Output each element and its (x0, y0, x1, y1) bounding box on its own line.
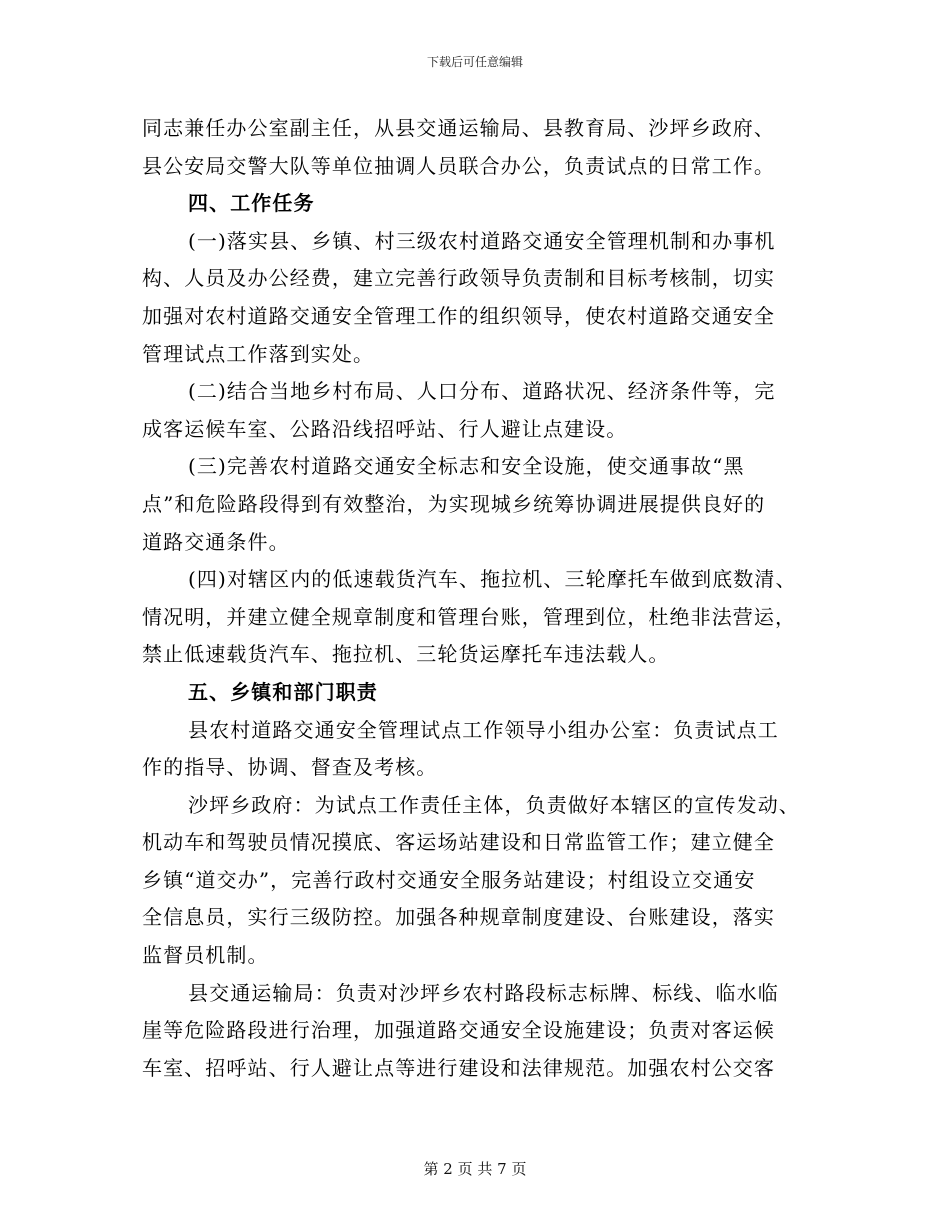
text-line: 禁止低速载货汽车、拖拉机、三轮货运摩托车违法载人。 (142, 642, 670, 667)
text-line: (一)落实县、乡镇、村三级农村道路交通安全管理机制和办事机 (188, 228, 776, 253)
text-line: 车室、招呼站、行人避让点等进行建设和法律规范。加强农村公交客 (142, 1055, 775, 1080)
text-line: (三)完善农村道路交通安全标志和安全设施，使交通事故“黑 (188, 454, 745, 479)
text-line: 管理试点工作落到实处。 (142, 341, 375, 366)
text-line: 作的指导、协调、督查及考核。 (142, 755, 438, 780)
text-line: 道路交通条件。 (142, 529, 290, 554)
text-line: 点”和危险路段得到有效整治，为实现城乡统筹协调进展提供良好的 (142, 491, 766, 516)
text-line: 乡镇“道交办”，完善行政村交通安全服务站建设；村组设立交通安 (142, 867, 756, 892)
text-line: (四)对辖区内的低速载货汽车、拖拉机、三轮摩托车做到底数清、 (188, 567, 797, 592)
text-line: 情况明，并建立健全规章制度和管理台账，管理到位，杜绝非法营运， (142, 604, 797, 629)
section-heading: 四、工作任务 (188, 191, 315, 216)
text-line: 县交通运输局：负责对沙坪乡农村路段标志标牌、标线、临水临 (188, 980, 779, 1005)
text-line: 沙坪乡政府：为试点工作责任主体，负责做好本辖区的宣传发动、 (188, 792, 800, 817)
text-line: 县公安局交警大队等单位抽调人员联合办公，负责试点的日常工作。 (142, 153, 775, 178)
text-line: 加强对农村道路交通安全管理工作的组织领导，使农村道路交通安全 (142, 303, 775, 328)
page-footer: 第 2 页 共 7 页 (423, 1160, 527, 1178)
text-line: 同志兼任办公室副主任，从县交通运输局、县教育局、沙坪乡政府、 (142, 116, 775, 140)
text-line: 崖等危险路段进行治理，加强道路交通安全设施建设；负责对客运候 (142, 1018, 775, 1043)
section-heading: 五、乡镇和部门职责 (188, 679, 378, 704)
text-line: 成客运候车室、公路沿线招呼站、行人避让点建设。 (142, 416, 628, 441)
page-header: 下载后可任意编辑 (426, 55, 523, 69)
text-line: 县农村道路交通安全管理试点工作领导小组办公室：负责试点工 (188, 717, 779, 742)
text-line: 构、人员及办公经费，建立完善行政领导负责制和目标考核制，切实 (142, 266, 775, 291)
text-line: 监督员机制。 (142, 943, 269, 968)
text-line: 机动车和驾驶员情况摸底、客运场站建设和日常监管工作；建立健全 (142, 830, 775, 855)
text-line: 全信息员，实行三级防控。加强各种规章制度建设、台账建设，落实 (142, 905, 775, 930)
document-body (142, 110, 802, 1087)
text-line: (二)结合当地乡村布局、人口分布、道路状况、经济条件等，完 (188, 379, 776, 404)
